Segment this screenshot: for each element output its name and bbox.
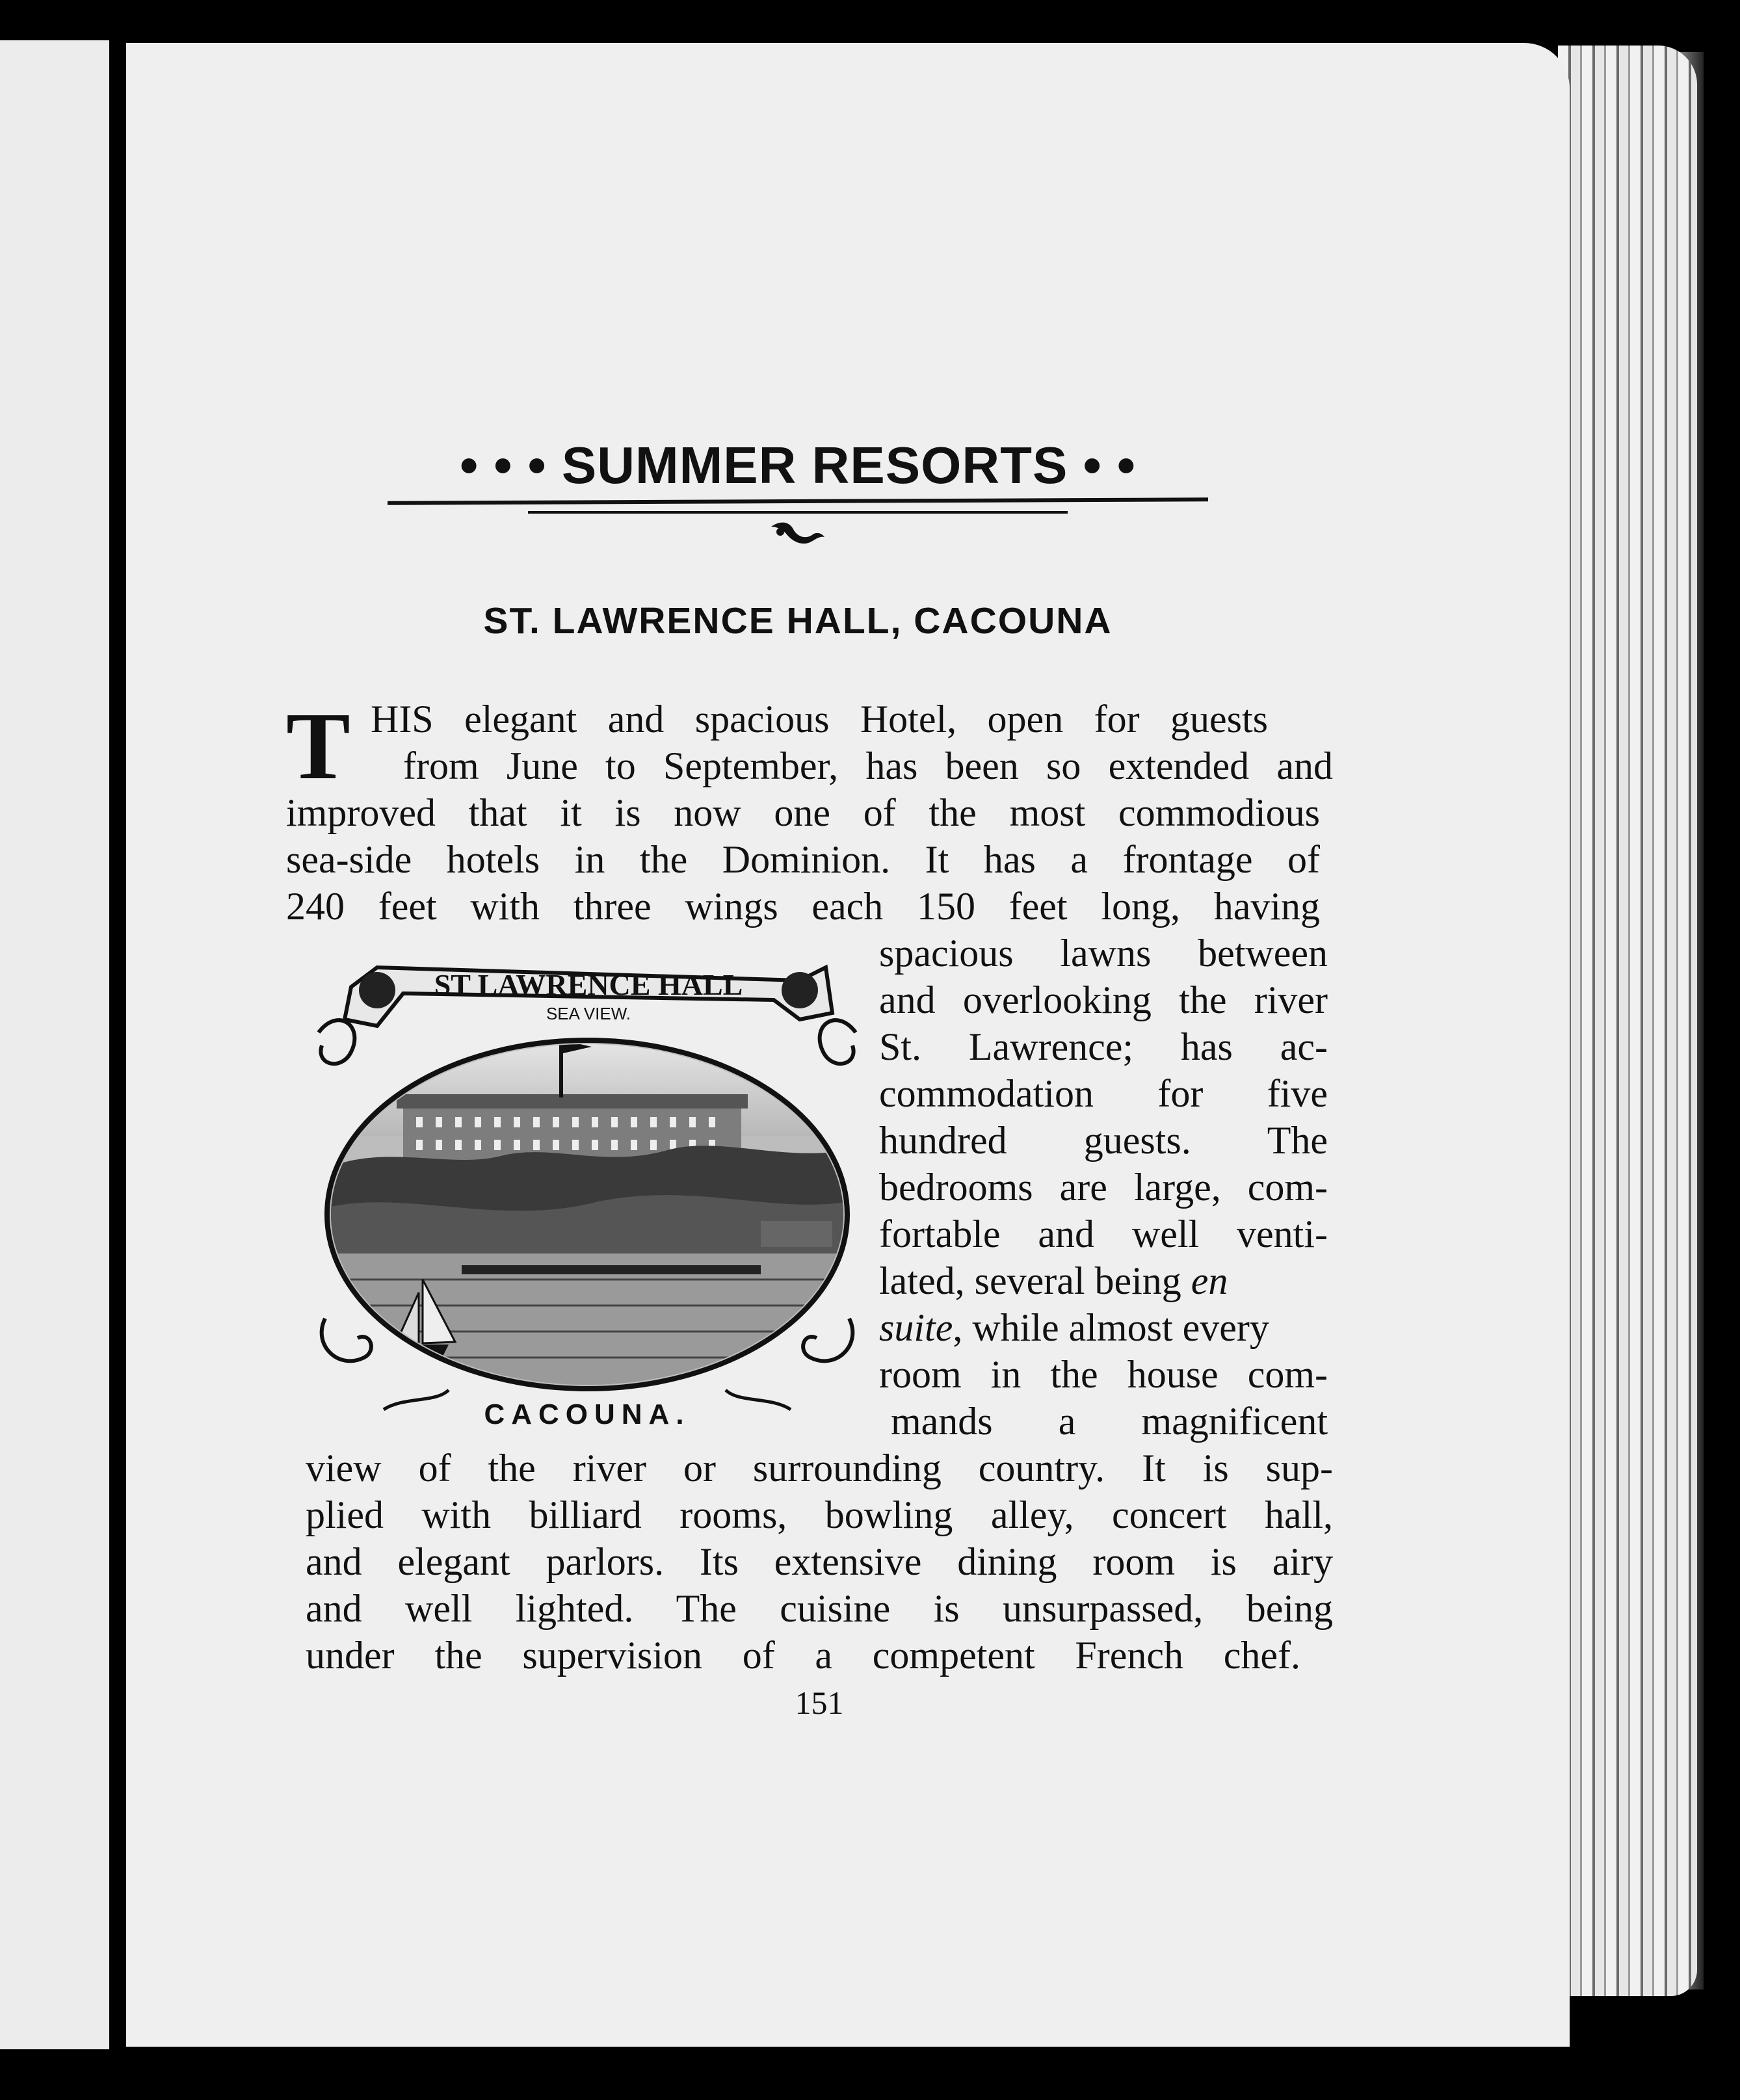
text-line: spacious lawns between — [879, 932, 1328, 975]
heading-dots-right: • • — [1083, 436, 1136, 494]
section-title: ST. LAWRENCE HALL, CACOUNA — [483, 600, 1113, 642]
drop-cap: T — [286, 693, 350, 800]
text-line — [879, 1304, 1328, 1351]
heading-text: SUMMER RESORTS — [561, 436, 1068, 494]
text-line: and elegant parlors. Its extensive dining room is airy — [306, 1540, 1333, 1583]
text-line: plied with billiard rooms, bowling alley, concert hall, — [306, 1493, 1333, 1536]
text-line: under the supervision of a competent French chef. — [306, 1634, 1300, 1677]
text-line: 240 feet with three wings each 150 feet long, having — [286, 885, 1320, 928]
text-line: sea-side hotels in the Dominion. It has a frontage of — [286, 838, 1320, 881]
text-line: mands a magnificent — [891, 1400, 1328, 1443]
text-line: bedrooms are large, com- — [879, 1166, 1328, 1209]
engraving-banner: ST LAWRENCE HALL — [434, 968, 743, 1001]
text-line: from June to September, has been so extended and — [403, 744, 1333, 787]
italic-word: en — [1191, 1259, 1228, 1302]
heading-dots-left: • • • — [460, 436, 547, 494]
book-spine — [109, 40, 126, 2049]
italic-word: suite — [879, 1306, 953, 1349]
text-line: St. Lawrence; has ac- — [879, 1025, 1328, 1068]
heading-rule-sub — [528, 511, 1068, 514]
text-line: room in the house com- — [879, 1353, 1328, 1396]
text-line: fortable and well venti- — [879, 1213, 1328, 1255]
left-page-edge — [0, 40, 109, 2049]
fleuron-ornament — [767, 518, 827, 555]
text-line: HIS elegant and spacious Hotel, open for guests — [371, 698, 1268, 741]
page-heading — [388, 436, 1208, 507]
text-line: and well lighted. The cuisine is unsurpassed, being — [306, 1587, 1333, 1630]
text-line: hundred guests. The — [879, 1119, 1328, 1162]
text-run: , while almost every — [953, 1306, 1269, 1349]
text-line: commodation for five — [879, 1072, 1328, 1115]
engraving-subbanner: SEA VIEW. — [546, 1004, 631, 1023]
text-run: lated, several being — [879, 1259, 1191, 1302]
page-edges — [1558, 46, 1697, 1996]
page-number: 151 — [795, 1685, 844, 1721]
engraving-caption: CACOUNA. — [484, 1398, 691, 1430]
text-line: and overlooking the river — [879, 978, 1328, 1021]
text-line — [879, 1257, 1328, 1304]
text-line: view of the river or surrounding country. It is sup- — [306, 1447, 1333, 1490]
hotel-engraving — [306, 954, 869, 1434]
text-line: improved that it is now one of the most commodious — [286, 791, 1320, 834]
